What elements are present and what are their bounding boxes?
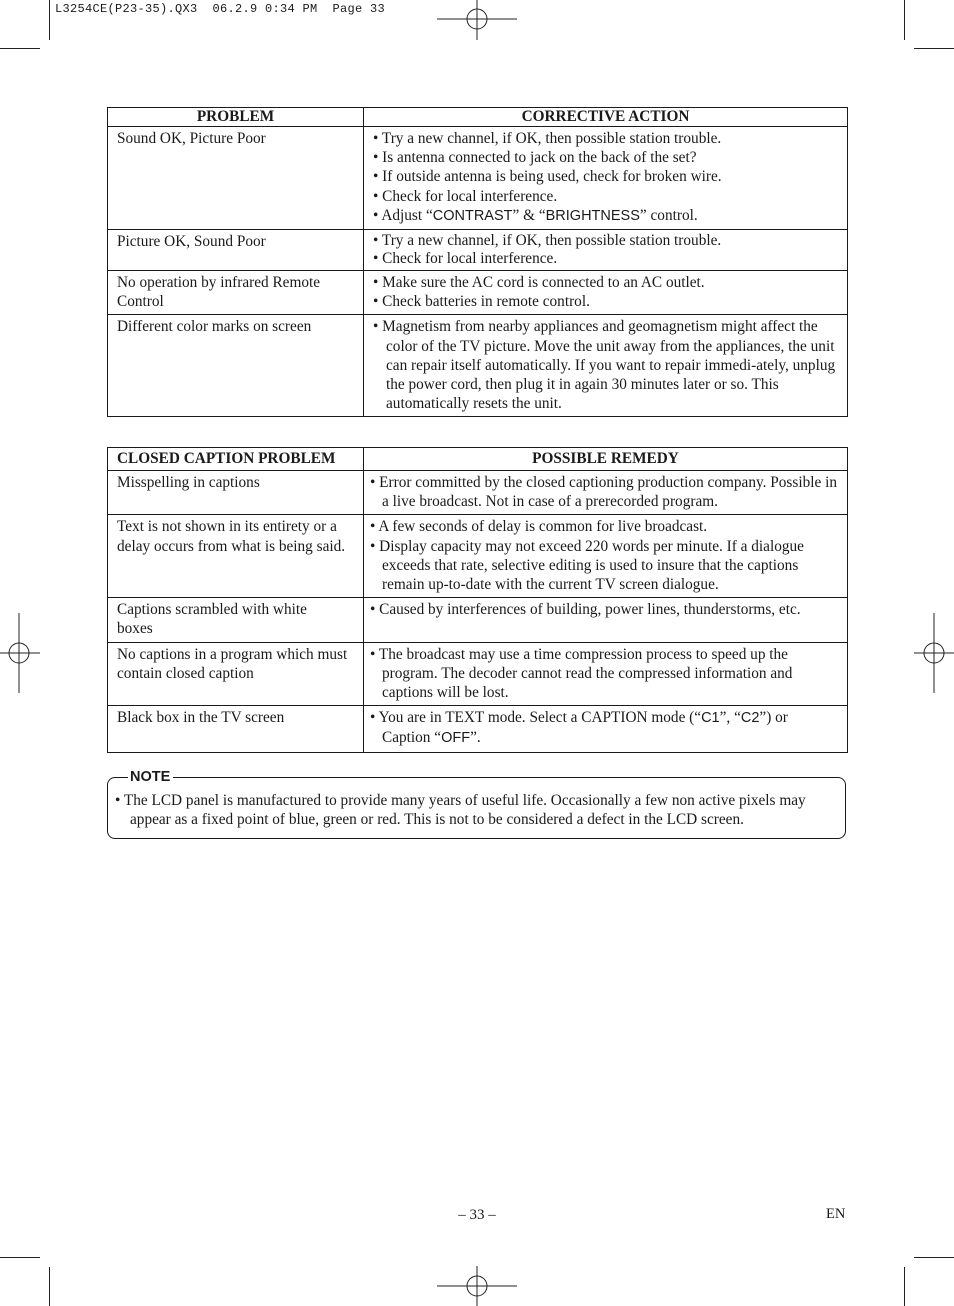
problem-cell: Misspelling in captions <box>108 471 364 515</box>
table-row <box>108 642 848 706</box>
contrast-label: CONTRAST <box>432 207 513 224</box>
action-item: • Check for local interference. <box>373 249 558 267</box>
problem-cell: Picture OK, Sound Poor <box>108 230 364 271</box>
problem-cell: Black box in the TV screen <box>108 706 364 752</box>
table-row <box>108 515 848 598</box>
problem-cell: Text is not shown in its entirety or a delay occurs from what is being said. <box>108 515 364 598</box>
table-row <box>108 271 848 315</box>
remedy-cell <box>364 515 848 598</box>
crop-mark <box>0 1257 40 1258</box>
crop-mark <box>49 1267 50 1306</box>
registration-mark-icon <box>0 613 40 693</box>
crop-mark <box>914 48 954 49</box>
closed-caption-table <box>107 447 848 753</box>
table-header-row <box>108 108 848 127</box>
remedy-item: • Display capacity may not exceed 220 words per minute. If a dialogue exceeds that rate, selective editing is used to insure that the captions remain up-to-date with the current TV screen dialogue. <box>370 537 804 594</box>
table-row <box>108 127 848 230</box>
problem-cell: No operation by infrared Remote Control <box>108 271 364 315</box>
remedy-item: • A few seconds of delay is common for live broadcast. <box>370 518 708 536</box>
action-cell <box>364 230 848 271</box>
problem-cell: Captions scrambled with white boxes <box>108 598 364 642</box>
remedy-cell <box>364 598 848 642</box>
column-header: PROBLEM <box>108 108 364 127</box>
remedy-cell <box>364 642 848 706</box>
problem-cell: Sound OK, Picture Poor <box>108 127 364 230</box>
table-header-row <box>108 448 848 471</box>
print-slug: L3254CE(P23-35).QX3 06.2.9 0:34 PM Page 33 <box>55 2 386 16</box>
registration-mark-icon <box>437 1266 517 1306</box>
action-cell <box>364 315 848 417</box>
action-item: • Try a new channel, if OK, then possible station trouble. <box>373 232 722 250</box>
table-row <box>108 230 848 271</box>
action-item: • Try a new channel, if OK, then possible station trouble. <box>373 130 722 147</box>
problem-cell: No captions in a program which must contain closed caption <box>108 642 364 706</box>
remedy-item: • You are in TEXT mode. Select a CAPTION mode (“C1”, “C2”) or Caption “OFF”. <box>370 709 788 747</box>
brightness-label: BRIGHTNESS <box>545 207 640 224</box>
crop-mark <box>0 48 40 49</box>
off-label: OFF <box>441 730 471 747</box>
action-item: • Check batteries in remote control. <box>373 293 590 311</box>
action-item: • Is antenna connected to jack on the back of the set? <box>373 149 697 167</box>
troubleshooting-table <box>107 107 848 417</box>
action-item: • If outside antenna is being used, check for broken wire. <box>373 168 722 186</box>
remedy-cell <box>364 706 848 752</box>
remedy-cell <box>364 471 848 515</box>
c1-label: C1 <box>701 710 720 727</box>
page-number: – 33 – <box>458 1207 496 1223</box>
language-code: EN <box>826 1206 846 1222</box>
remedy-item: • Error committed by the closed captioning production company. Possible in a live broadcast. Not in case of a prerecorded program. <box>370 474 838 511</box>
problem-cell: Different color marks on screen <box>108 315 364 417</box>
registration-mark-icon <box>437 0 517 40</box>
crop-mark <box>914 1257 954 1258</box>
registration-mark-icon <box>914 613 954 693</box>
crop-mark <box>904 1267 905 1306</box>
column-header: CLOSED CAPTION PROBLEM <box>108 448 364 471</box>
action-item: • Make sure the AC cord is connected to an AC outlet. <box>373 274 705 292</box>
table-row <box>108 315 848 417</box>
crop-mark <box>49 0 50 40</box>
action-item: • Adjust “CONTRAST” & “BRIGHTNESS” control. <box>373 206 698 224</box>
table-row <box>108 471 848 515</box>
table-row <box>108 706 848 752</box>
c2-label: C2 <box>740 710 760 727</box>
action-cell <box>364 271 848 315</box>
column-header: POSSIBLE REMEDY <box>364 448 848 471</box>
note-label: NOTE <box>128 768 173 786</box>
column-header: CORRECTIVE ACTION <box>364 108 848 127</box>
action-item: • Check for local interference. <box>373 187 558 205</box>
action-cell <box>364 127 848 230</box>
remedy-item: • The broadcast may use a time compression process to speed up the program. The decoder cannot read the compressed information and captions will be lost. <box>370 645 793 702</box>
note-text: • The LCD panel is manufactured to provide many years of useful life. Occasionally a few non active pixels may appear as a fixed point of blue, green or red. This is not to be considered a defect in the LCD screen. <box>115 792 806 829</box>
crop-mark <box>904 0 905 40</box>
remedy-item: • Caused by interferences of building, power lines, thunderstorms, etc. <box>370 601 801 619</box>
action-item: • Magnetism from nearby appliances and geomagnetism might affect the color of the TV picture. Move the unit away from the appliances, the unit can repair itself automatically. If you want to repair immedi-ately, unplug the power cord, then plug it in again 30 minutes later or so. This automatically resets the unit. <box>373 318 836 413</box>
note-box <box>107 769 846 839</box>
table-row <box>108 598 848 642</box>
